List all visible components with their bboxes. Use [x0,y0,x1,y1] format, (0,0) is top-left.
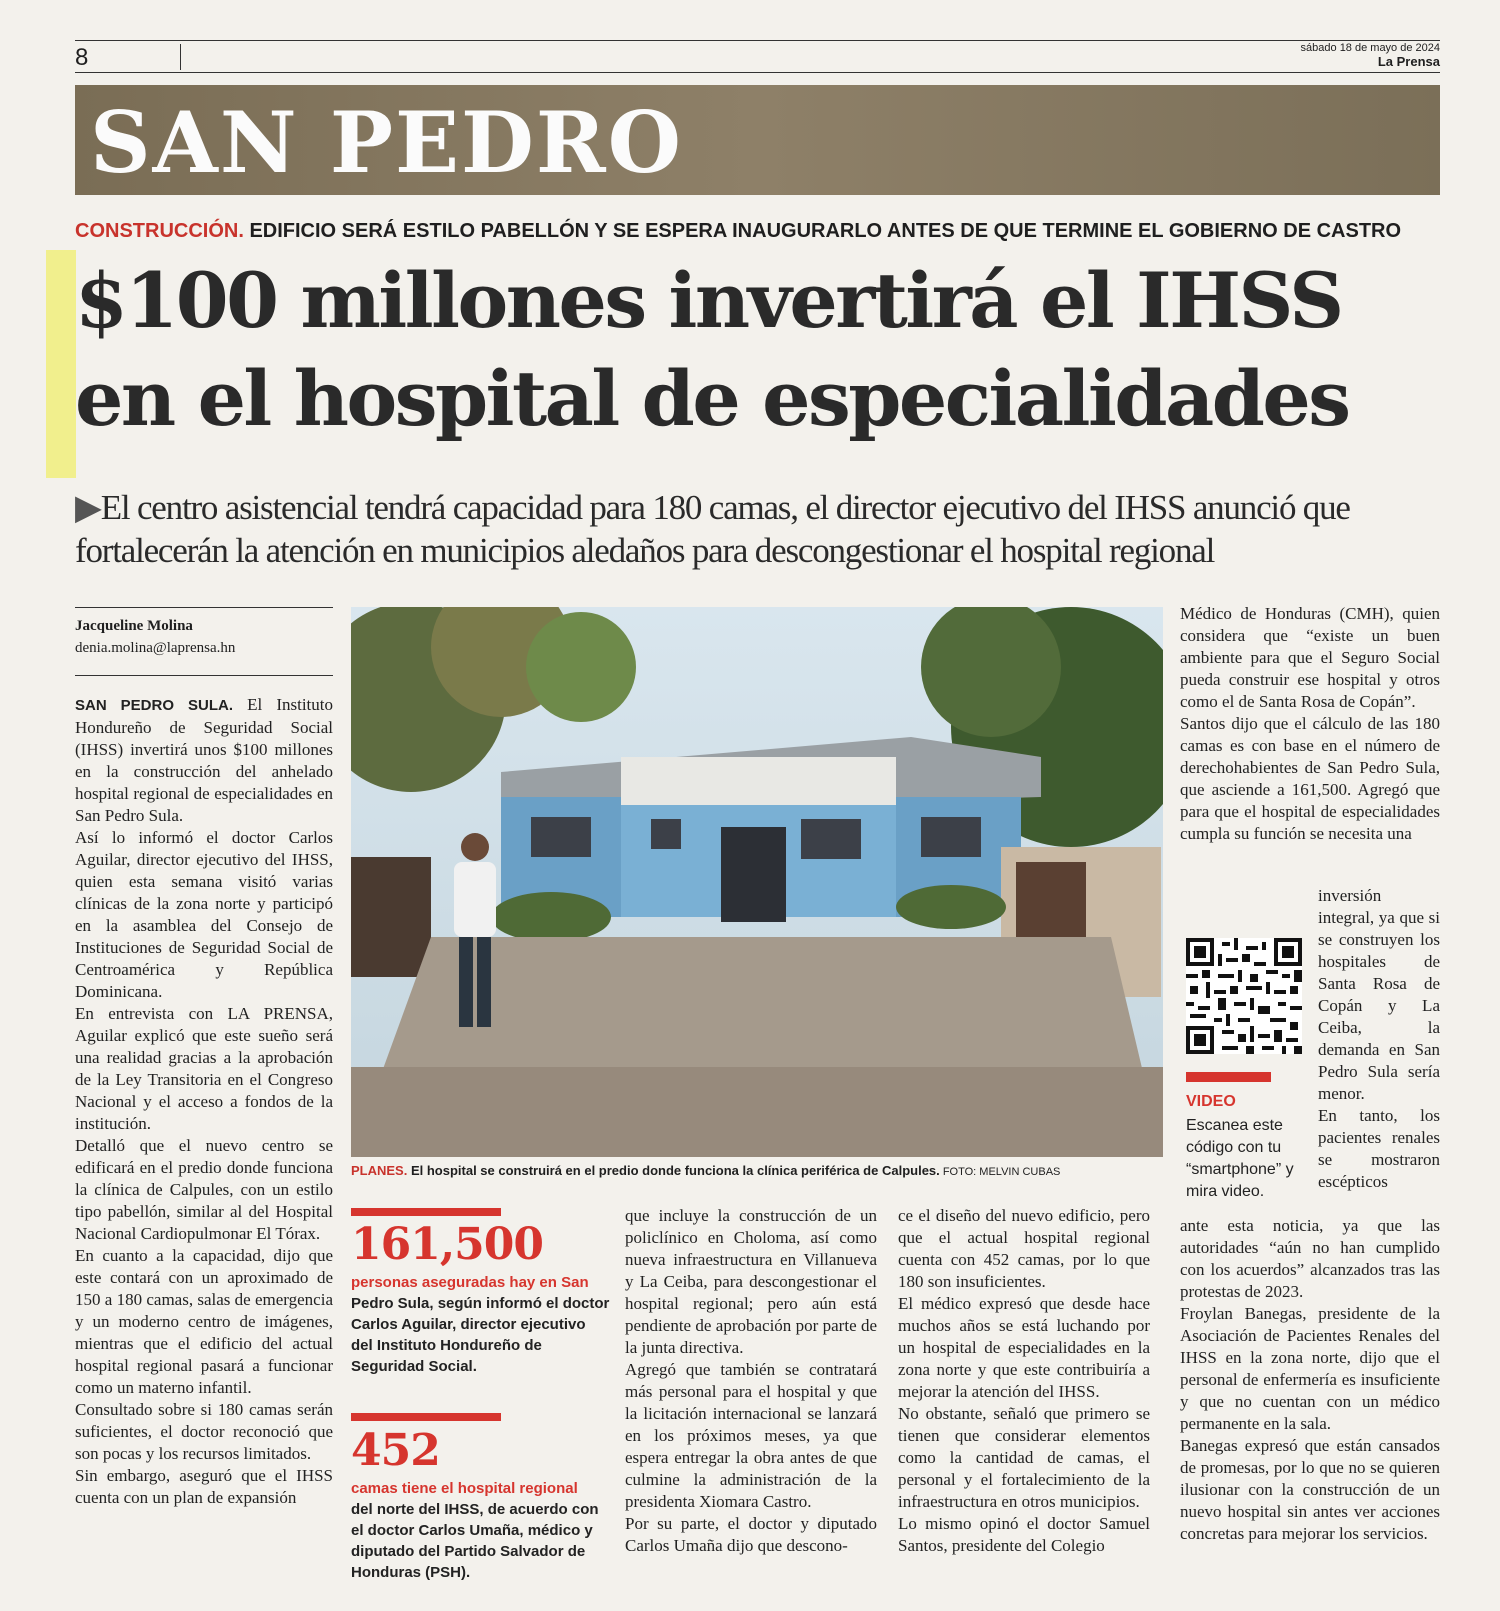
video-label: VIDEO [1186,1093,1236,1110]
paragraph: Agregó que también se contratará más personal para el hospital y que la licitación internacional se lanzará en los próximos meses, ya que espera entregar la obra antes de que culmine la administración de la presidenta Xiomara Castro. [625,1360,877,1511]
paragraph: ce el diseño del nuevo edificio, pero que el actual hospital regional cuenta con 452 camas, por lo que 180 son insuficientes. [898,1206,1150,1291]
fact-1-text: Pedro Sula, según informó el doctor Carlos Aguilar, director ejecutivo del Instituto Hondureño de Seguridad Social. [351,1295,610,1375]
fact-1-number: 161,500 [351,1219,544,1270]
body-column-5-bottom [1180,1215,1440,1545]
kicker-text: EDIFICIO SERÁ ESTILO PABELLÓN Y SE ESPERA INAUGURARLO ANTES DE QUE TERMINE EL GOBIERNO DE CASTRO [243,220,1402,242]
deck [75,486,1445,572]
section-title: SAN PEDRO [90,93,683,192]
byline-rule-bottom [75,675,333,676]
caption-text: El hospital se construirá en el predio donde funciona la clínica periférica de Calpules. [407,1163,940,1178]
byline-rule [75,607,333,608]
video-bar [1186,1072,1271,1082]
paragraph: que incluye la construcción de un policlínico en Choloma, así como nueva infraestructura en Villanueva y La Ceiba, para descongestionar el hospital regional; pero aún está pendiente de aprobación por parte de la junta directiva. [625,1206,877,1357]
photo-caption [351,1163,1171,1178]
fact-2-text: del norte del IHSS, de acuerdo con el doctor Carlos Umaña, médico y diputado del Partido Salvador de Honduras (PSH). [351,1501,599,1581]
hospital-photo-illustration [351,607,1163,1157]
headline-line-1: $100 millones invertirá el IHSS [75,256,1342,345]
body-column-3 [625,1205,877,1557]
paragraph: Banegas expresó que están cansados de promesas, por lo que no se quieren ilusionar con la construcción de un nuevo hospital sin antes ver acciones concretas para mejorar los servicios. [1180,1436,1440,1543]
photo-credit: FOTO: MELVIN CUBAS [939,1166,1061,1178]
author-name: Jacqueline Molina [75,618,193,634]
paragraph: ante esta noticia, ya que las autoridades “aún no han cumplido con los acuerdos” alcanzados tras las protestas de 2023. [1180,1216,1440,1301]
paragraph: Médico de Honduras (CMH), quien considera que “existe un buen ambiente para que el Seguro Social pueda construir ese hospital y otros como el de Santa Rosa de Copán”. [1180,604,1440,711]
fact-2-bar [351,1413,501,1421]
kicker [75,220,1401,243]
fact-2-highlight: camas tiene el hospital regional [351,1480,578,1497]
paragraph: En cuanto a la capacidad, dijo que este contará con un aproximado de 150 a 180 camas, salas de emergencia y un moderno centro de imágenes, mientras que el edificio del actual hospital regional pasará a funcionar como un materno infantil. [75,1246,333,1397]
kicker-label: CONSTRUCCIÓN. [75,220,244,242]
fact-2-box [351,1478,611,1583]
qr-code-graphic [1186,938,1302,1054]
caption-label: PLANES. [351,1163,408,1178]
issue-date: sábado 18 de mayo de 2024 [1300,42,1440,54]
page-number: 8 [75,44,89,71]
body-column-4 [898,1205,1150,1557]
paragraph: No obstante, señaló que primero se tienen que considerar elementos como la cantidad de camas, el personal y el fortalecimiento de la infraestructura en otros municipios. [898,1404,1150,1511]
paragraph: Así lo informó el doctor Carlos Aguilar, director ejecutivo del IHSS, quien esta semana visitó varias clínicas de la zona norte y participó en la asamblea del Consejo de Instituciones de Seguridad Social de Centroamérica y República Dominicana. [75,828,333,1001]
header-bottom-rule [75,72,1440,73]
body-column-5-wrap [1318,885,1440,1193]
body-column-1 [75,694,333,1509]
paragraph-text: El Instituto Hondureño de Seguridad Social (IHSS) invertirá unos $100 millones en la construcción del anhelado hospital regional de especialidades en San Pedro Sula. [75,695,333,825]
publication-name: La Prensa [1377,54,1440,69]
paragraph: Froylan Banegas, presidente de la Asociación de Pacientes Renales del IHSS en la zona norte, dijo que el personal de enfermería es insuficiente y que no cuentan con un médico permanente en la sala. [1180,1304,1440,1433]
header-divider [180,44,181,70]
highlighter-mark [46,250,76,478]
video-instructions: Escanea este código con tu “smartphone” y mira video. [1186,1117,1294,1200]
paragraph: Santos dijo que el cálculo de las 180 camas es con base en el número de derechohabientes de San Pedro Sula, que asciende a 161,500. Agregó que para que el hospital de especialidades cumpla su función se necesita una [1180,714,1440,843]
paragraph: Detalló que el nuevo centro se edificará en el predio donde funciona la clínica de Calpules, con un estilo tipo pabellón, similar al del Hospital Nacional Cardiopulmonar El Tórax. [75,1136,333,1243]
paragraph: En tanto, los pacientes renales se mostraron escépticos [1318,1106,1440,1191]
dateline: SAN PEDRO SULA. [75,697,234,714]
paragraph: En entrevista con LA PRENSA, Aguilar explicó que este sueño será una realidad gracias a la aprobación de la Ley Transitoria en el Congreso Nacional y el acceso a fondos de la institución. [75,1004,333,1133]
qr-code-icon[interactable] [1186,938,1302,1054]
author-email[interactable]: denia.molina@laprensa.hn [75,640,236,656]
paragraph: inversión integral, ya que si se construyen los hospitales de Santa Rosa de Copán y La Ceiba, la demanda en San Pedro Sula sería menor. [1318,886,1440,1103]
fact-2-number: 452 [351,1425,440,1476]
body-column-5-top [1180,603,1440,845]
header-top-rule [75,40,1440,41]
fact-1-box [351,1272,611,1377]
paragraph [75,694,333,827]
header-dateline [1301,42,1440,68]
article-photo [351,607,1163,1157]
paragraph: Por su parte, el doctor y diputado Carlos Umaña dijo que descono- [625,1514,877,1555]
deck-arrow-icon: ▶ [75,488,101,527]
deck-text: El centro asistencial tendrá capacidad para 180 camas, el director ejecutivo del IHSS anunció que fortalecerán la atención en municipios aledaños para descongestionar el hospital regional [75,488,1350,570]
paragraph: Consultado sobre si 180 camas serán suficientes, el doctor reconoció que son pocas y los recursos limitados. [75,1400,333,1463]
fact-1-bar [351,1208,501,1216]
headline-line-2: en el hospital de especialidades [75,354,1349,443]
paragraph: El médico expresó que desde hace muchos años se está luchando por un hospital de especialidades en la zona norte y que este contribuiría a mejorar la atención del IHSS. [898,1294,1150,1401]
headline [75,252,1445,448]
paragraph: Lo mismo opinó el doctor Samuel Santos, presidente del Colegio [898,1514,1150,1555]
fact-1-highlight: personas aseguradas hay en San [351,1274,589,1291]
paragraph: Sin embargo, aseguró que el IHSS cuenta con un plan de expansión [75,1466,333,1507]
